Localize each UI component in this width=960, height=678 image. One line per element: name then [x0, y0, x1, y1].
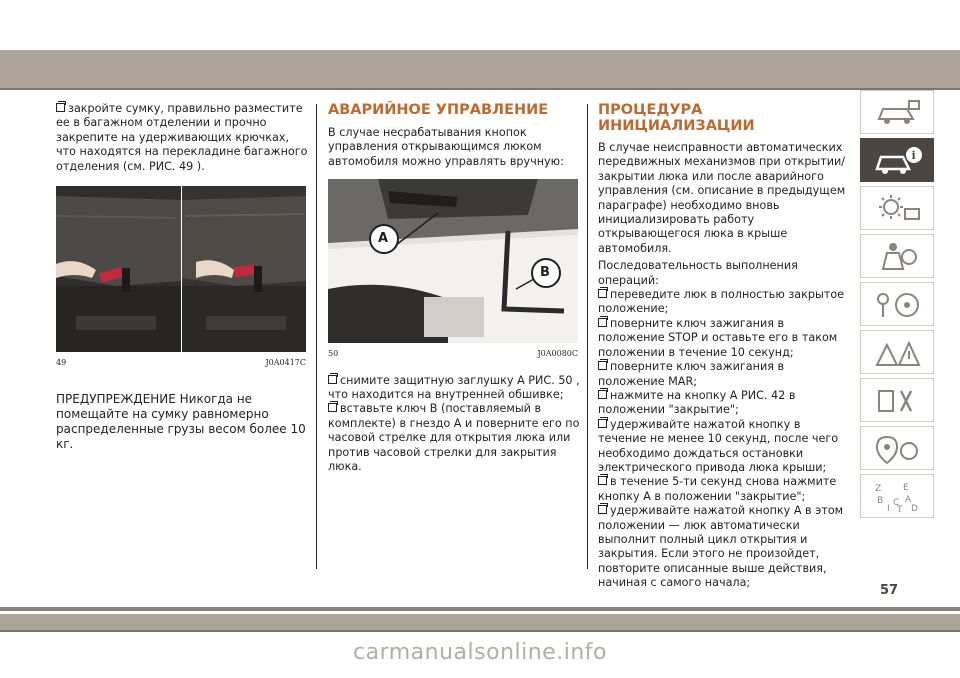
chapter-tab-dashboard[interactable]	[860, 90, 934, 134]
index-letter: I	[887, 504, 890, 513]
column-divider-2	[587, 104, 588, 569]
index-letter: T	[897, 505, 903, 513]
luggage-bag-photo	[56, 186, 306, 352]
warning-text: ПРЕДУПРЕЖДЕНИЕ Никогда не помещайте на сумку равномерно распределенные грузы весом более 10 кг.	[56, 392, 306, 452]
figure-49-caption: 49 J0A0417C	[56, 358, 306, 368]
step-item: удерживайте нажатой кнопку в течение не менее 10 секунд, после чего необходимо дождаться остановки электрического привода люка крыши;	[598, 417, 839, 474]
figure-50	[328, 179, 578, 343]
column-divider-1	[316, 104, 317, 569]
column-2	[328, 102, 580, 474]
figure-49	[56, 186, 306, 352]
emergency-intro: В случае несрабатывания кнопок управления открывающимся люком автомобиля можно управлять вручную:	[328, 126, 564, 168]
bottom-banner-line	[0, 630, 960, 632]
checkbox-bullet-icon	[598, 318, 607, 327]
step-item: в течение 5-ти секунд снова нажмите кнопку A в положении "закрытие";	[598, 475, 837, 503]
checkbox-bullet-icon	[598, 419, 607, 428]
top-banner	[0, 50, 960, 90]
section-title-emergency: АВАРИЙНОЕ УПРАВЛЕНИЕ	[328, 102, 549, 118]
init-intro: В случае неисправности автоматических передвижных механизмов при открытии/закрытии люка или после аварийного управления (см. описание в предыдущем параграфе) необходимо вновь инициализировать работу открывающегося люка в крыше автомобиля.	[598, 141, 846, 255]
index-letter: B	[877, 496, 884, 506]
page-number: 57	[880, 583, 899, 598]
lights-sun-icon	[873, 193, 923, 225]
index-letter: A	[905, 495, 912, 505]
sunroof-manual-photo	[328, 179, 578, 343]
checkbox-bullet-icon	[598, 505, 607, 514]
init-sequence-label: Последовательность выполнения операций:	[598, 259, 798, 287]
chapter-tab-lights[interactable]	[860, 186, 934, 230]
key-steering-icon	[873, 289, 923, 321]
chapter-tab-knowing-car[interactable]	[860, 138, 934, 182]
top-margin	[0, 0, 960, 50]
chapter-tab-index[interactable]	[860, 474, 934, 518]
figure-label-b: B	[540, 265, 550, 281]
step-item: переведите люк в полностью закрытое положение;	[598, 288, 845, 316]
airbag-person-icon	[873, 241, 923, 273]
car-info-icon	[873, 145, 923, 177]
car-dashboard-icon	[873, 97, 923, 129]
checkbox-bullet-icon	[598, 476, 607, 485]
watermark: carmanualsonline.info	[353, 640, 607, 665]
step-item: поверните ключ зажигания в положение MAR;	[598, 360, 785, 388]
chapter-tab-starting[interactable]	[860, 282, 934, 326]
step-item: удерживайте нажатой кнопку A в этом положении — люк автоматически выполнит полный цикл открытия и закрытия. Если этого не произойдет, повторите описанные выше действия, начиная с самого начала;	[598, 504, 844, 590]
checkbox-bullet-icon	[328, 375, 337, 384]
svg-text:i: i	[911, 149, 916, 162]
checkbox-bullet-icon	[598, 289, 607, 298]
col1-bullet: закройте сумку, правильно разместите ее в багажном отделении и прочно закрепите на удерживающих крючках, что находятся на перекладине багажного отделения (см. РИС. 49 ).	[56, 102, 308, 173]
section-title-init: ПРОЦЕДУРА ИНИЦИАЛИЗАЦИИ	[598, 102, 755, 134]
emergency-steps	[328, 374, 580, 475]
checkbox-bullet-icon	[598, 361, 607, 370]
checkbox-bullet-icon	[56, 103, 65, 112]
step-item: поверните ключ зажигания в положение STOP и оставьте его в таком положении в течение 10 секунд;	[598, 316, 838, 359]
chapter-tab-maintenance[interactable]	[860, 378, 934, 422]
chapter-tab-emergency[interactable]	[860, 330, 934, 374]
chapter-tab-multimedia[interactable]	[860, 426, 934, 470]
index-letter: Z	[875, 484, 882, 494]
service-tools-icon	[873, 385, 923, 417]
figure-label-a: A	[378, 231, 389, 247]
index-letters-icon	[873, 481, 923, 513]
checkbox-bullet-icon	[598, 390, 607, 399]
chapter-tab-safety[interactable]	[860, 234, 934, 278]
step-item: вставьте ключ B (поставляемый в комплекте) в гнездо A и поверните его по часовой стрелке для открытия люка или против часовой стрелки для закрытия люка.	[328, 402, 580, 474]
bottom-rule	[0, 607, 960, 611]
step-item: нажмите на кнопку A РИС. 42 в положении "закрытие";	[598, 388, 796, 417]
warning-triangle-icon	[873, 337, 923, 369]
init-steps	[598, 288, 848, 591]
index-letter: E	[903, 483, 909, 493]
index-letter: C	[893, 498, 900, 508]
checkbox-bullet-icon	[328, 403, 337, 412]
figure-50-caption: 50 J0A0080C	[328, 349, 578, 359]
navigation-settings-icon	[873, 433, 923, 465]
column-1	[56, 102, 308, 452]
column-3	[598, 102, 848, 591]
step-item: снимите защитную заглушку A РИС. 50 , что находится на внутренней обшивке;	[328, 373, 580, 402]
index-letter: D	[911, 504, 918, 513]
top-banner-line	[0, 88, 960, 90]
